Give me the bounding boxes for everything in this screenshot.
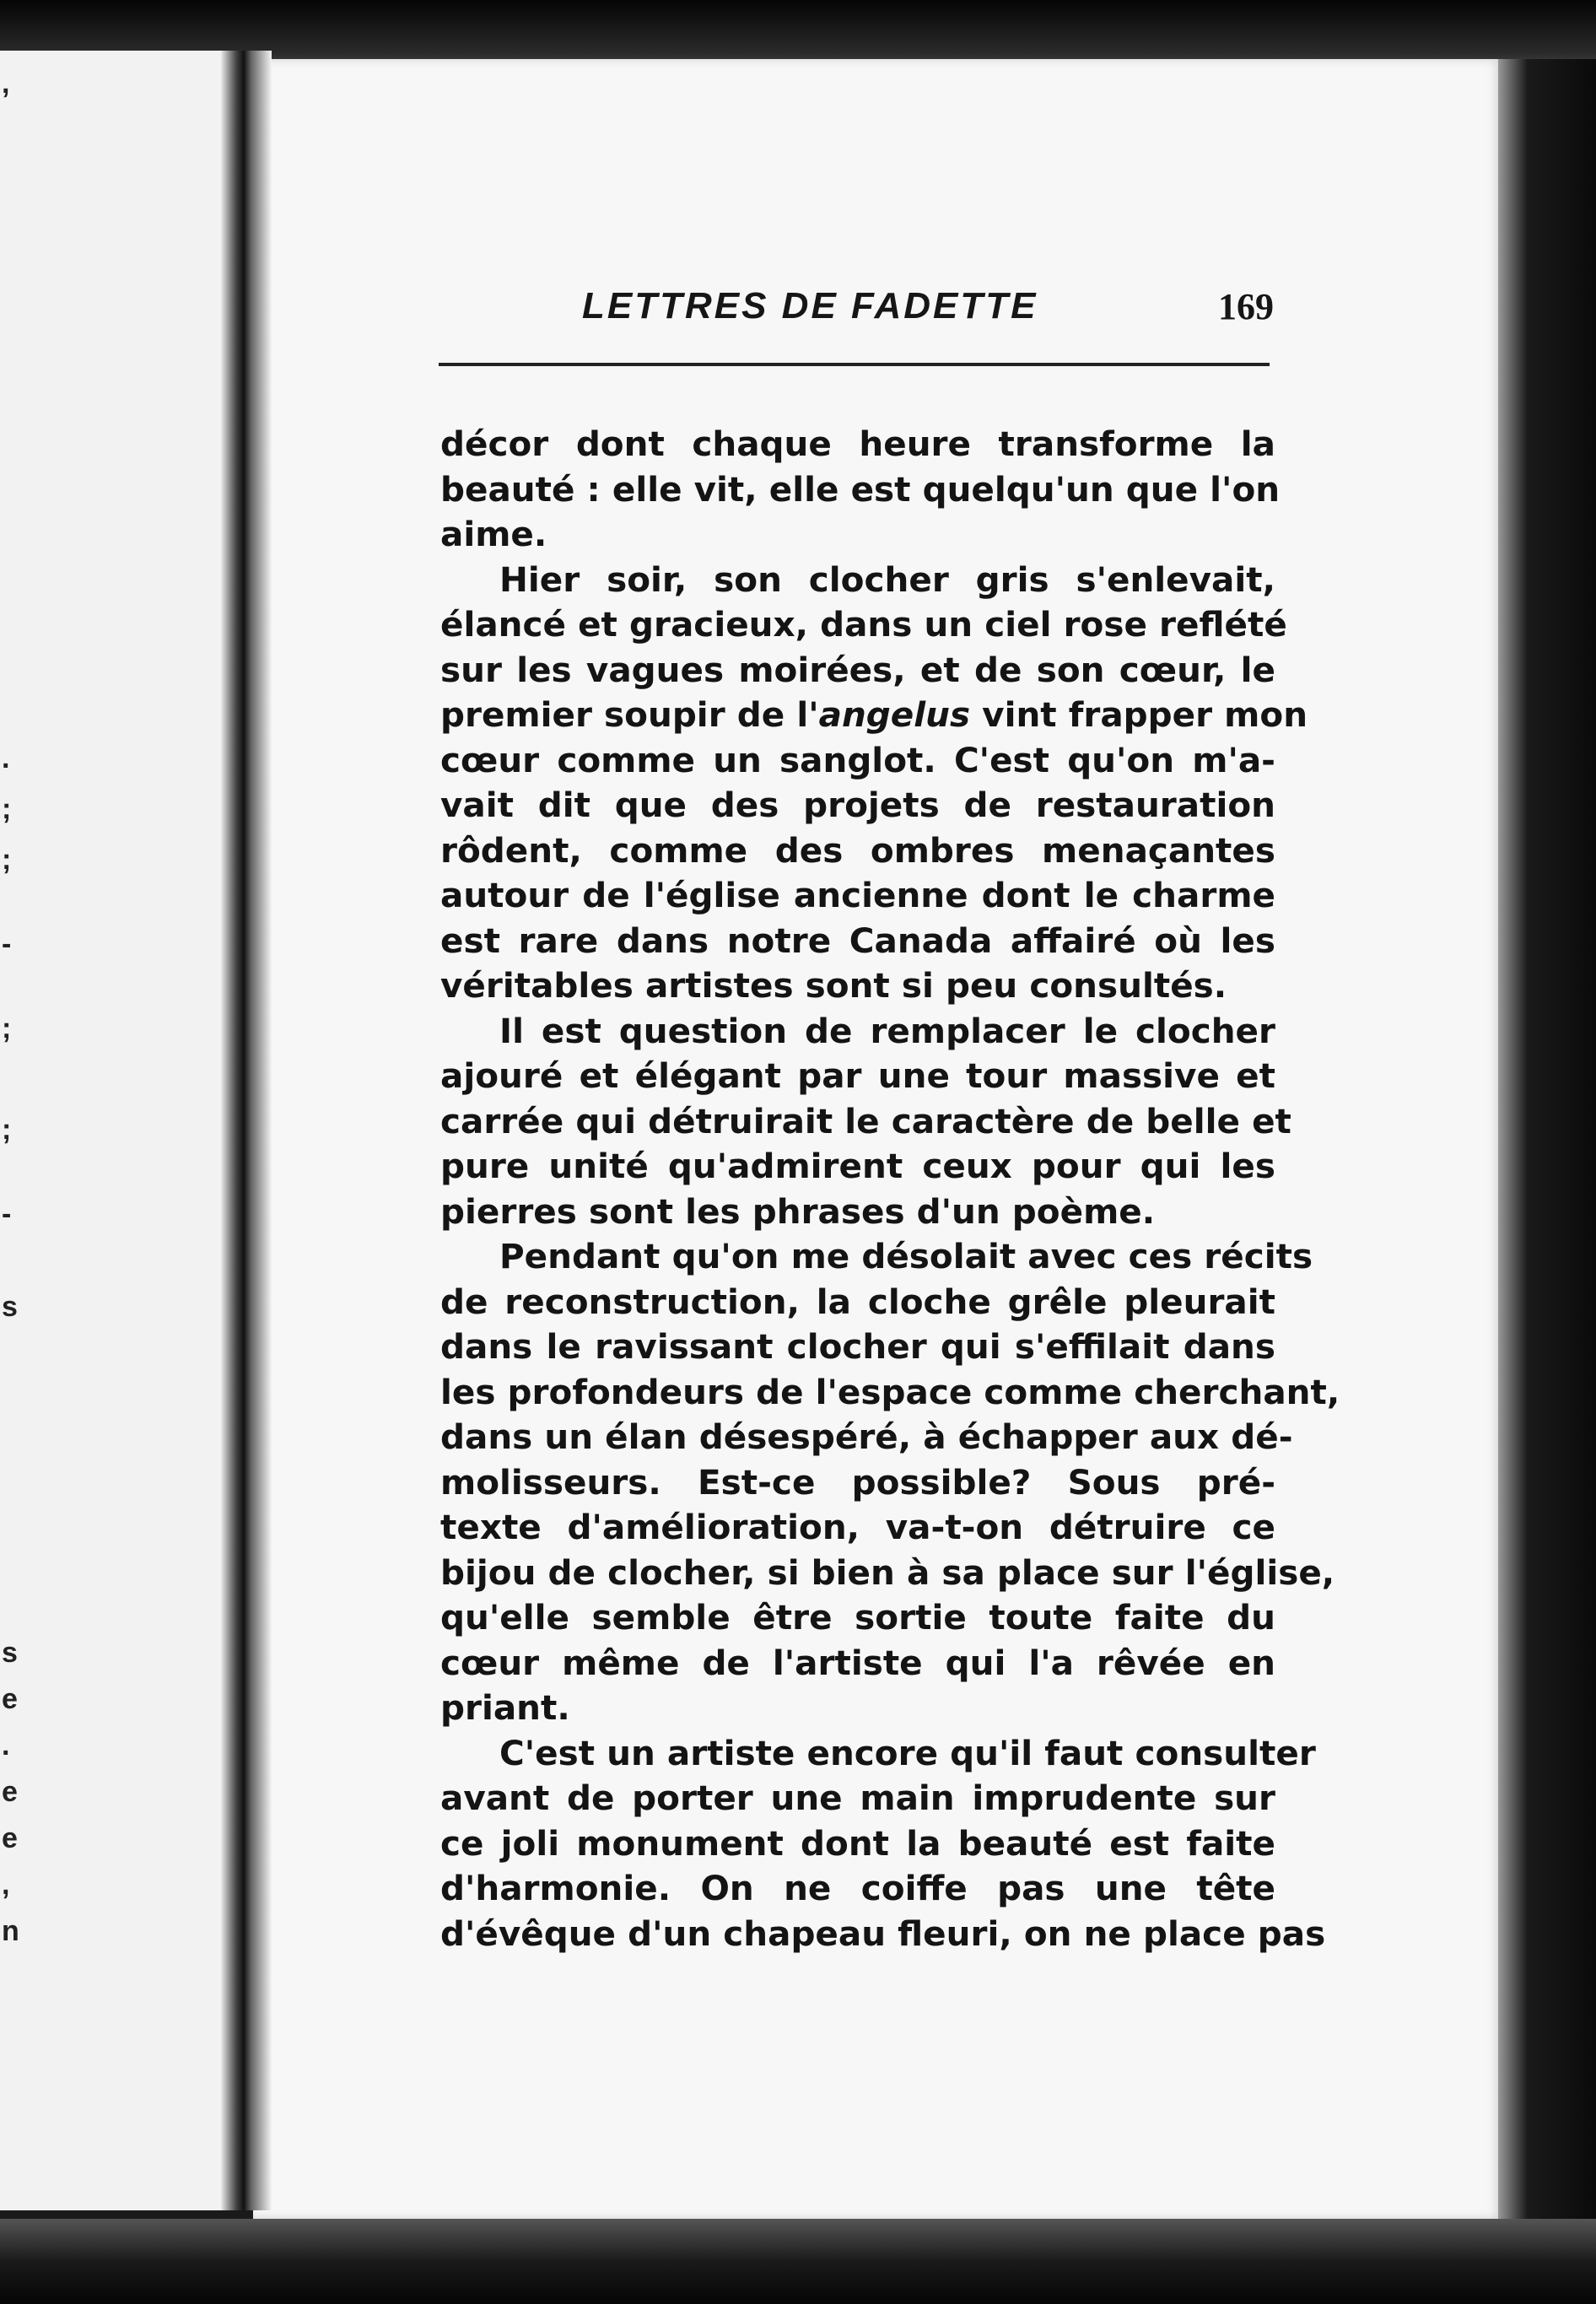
page-number: 169 (1218, 286, 1274, 327)
book-gutter (221, 51, 272, 2210)
running-header (439, 285, 1274, 353)
scan-border-bottom (0, 2219, 1596, 2304)
text-line: C'est un artiste encore qu'il faut consulter (499, 1732, 1316, 1773)
text-line: rôdent, comme des ombres menaçantes (440, 829, 1275, 871)
prev-page-char: . (2, 742, 10, 774)
prev-page-char: ; (2, 844, 12, 876)
prev-page-char: , (2, 67, 10, 100)
text-line: aime. (440, 514, 547, 554)
text-line: texte d'amélioration, va-t-on détruire ce (440, 1507, 1275, 1547)
prev-page-char: e (2, 1683, 18, 1715)
text-line: cœur même de l'artiste qui l'a rêvée en (440, 1642, 1275, 1683)
text-line: décor dont chaque heure transforme la (440, 424, 1275, 464)
italic-word: angelus (818, 694, 971, 735)
text-line: Pendant qu'on me désolait avec ces récits (499, 1236, 1313, 1276)
text-line: autour de l'église ancienne dont le charme (440, 875, 1275, 915)
previous-page-text-edge (0, 51, 25, 2210)
text-line: véritables artistes sont si peu consultés. (440, 965, 1227, 1006)
text-line: d'évêque d'un chapeau fleuri, on ne place pas (440, 1913, 1326, 1954)
text-line: ce joli monument dont la beauté est faite (440, 1822, 1275, 1864)
text-line (440, 693, 1308, 738)
text-line: bijou de clocher, si bien à sa place sur l'église, (440, 1551, 1335, 1593)
prev-page-char: ; (2, 1012, 12, 1044)
text-line: pure unité qu'admirent ceux pour qui les (440, 1146, 1275, 1186)
running-header-title: LETTRES DE FADETTE (582, 285, 1038, 326)
prev-page-char: , (2, 1869, 10, 1901)
text-line: cœur comme un sanglot. C'est qu'on m'a- (440, 739, 1275, 780)
text-line: pierres sont les phrases d'un poème. (440, 1190, 1156, 1232)
text-line: de reconstruction, la cloche grêle pleurait (440, 1281, 1275, 1322)
prev-page-char: n (2, 1915, 19, 1947)
scan-border-right (1498, 59, 1596, 2253)
header-rule (439, 363, 1270, 366)
text-line: Il est question de remplacer le clocher (499, 1010, 1275, 1051)
text-line: beauté : elle vit, elle est quelqu'un que l'on (440, 468, 1281, 510)
prev-page-char: - (2, 1198, 12, 1230)
prev-page-char: s (2, 1291, 18, 1323)
prev-page-char: e (2, 1822, 18, 1854)
text-segment: vint frapper mon (970, 694, 1308, 735)
text-line: molisseurs. Est-ce possible? Sous pré- (440, 1461, 1275, 1503)
prev-page-char: ; (2, 793, 12, 825)
text-line: ajouré et élégant par une tour massive et (440, 1055, 1275, 1096)
prev-page-char: . (2, 1729, 10, 1762)
text-line: carrée qui détruirait le caractère de belle et (440, 1100, 1291, 1141)
text-line: les profondeurs de l'espace comme cherchant, (440, 1371, 1340, 1412)
prev-page-char: - (2, 928, 12, 960)
prev-page-char: s (2, 1637, 18, 1669)
text-line: sur les vagues moirées, et de son cœur, le (440, 649, 1275, 690)
text-segment: premier soupir de l' (440, 694, 819, 735)
text-line: avant de porter une main imprudente sur (440, 1778, 1275, 1818)
text-line: dans un élan désespéré, à échapper aux dé- (440, 1416, 1293, 1457)
text-line: qu'elle semble être sortie toute faite du (440, 1597, 1275, 1638)
text-line: est rare dans notre Canada affairé où les (440, 920, 1275, 961)
previous-page (0, 51, 238, 2210)
text-line: vait dit que des projets de restauration (440, 785, 1275, 825)
text-line: élancé et gracieux, dans un ciel rose reflété (440, 604, 1287, 645)
text-line: Hier soir, son clocher gris s'enlevait, (499, 558, 1275, 600)
text-line: d'harmonie. On ne coiffe pas une tête (440, 1868, 1275, 1908)
prev-page-char: ; (2, 1114, 12, 1146)
prev-page-char: e (2, 1776, 18, 1808)
text-line: priant. (440, 1687, 570, 1728)
body-text (440, 422, 1340, 1956)
text-line: dans le ravissant clocher qui s'effilait dans (440, 1326, 1275, 1367)
